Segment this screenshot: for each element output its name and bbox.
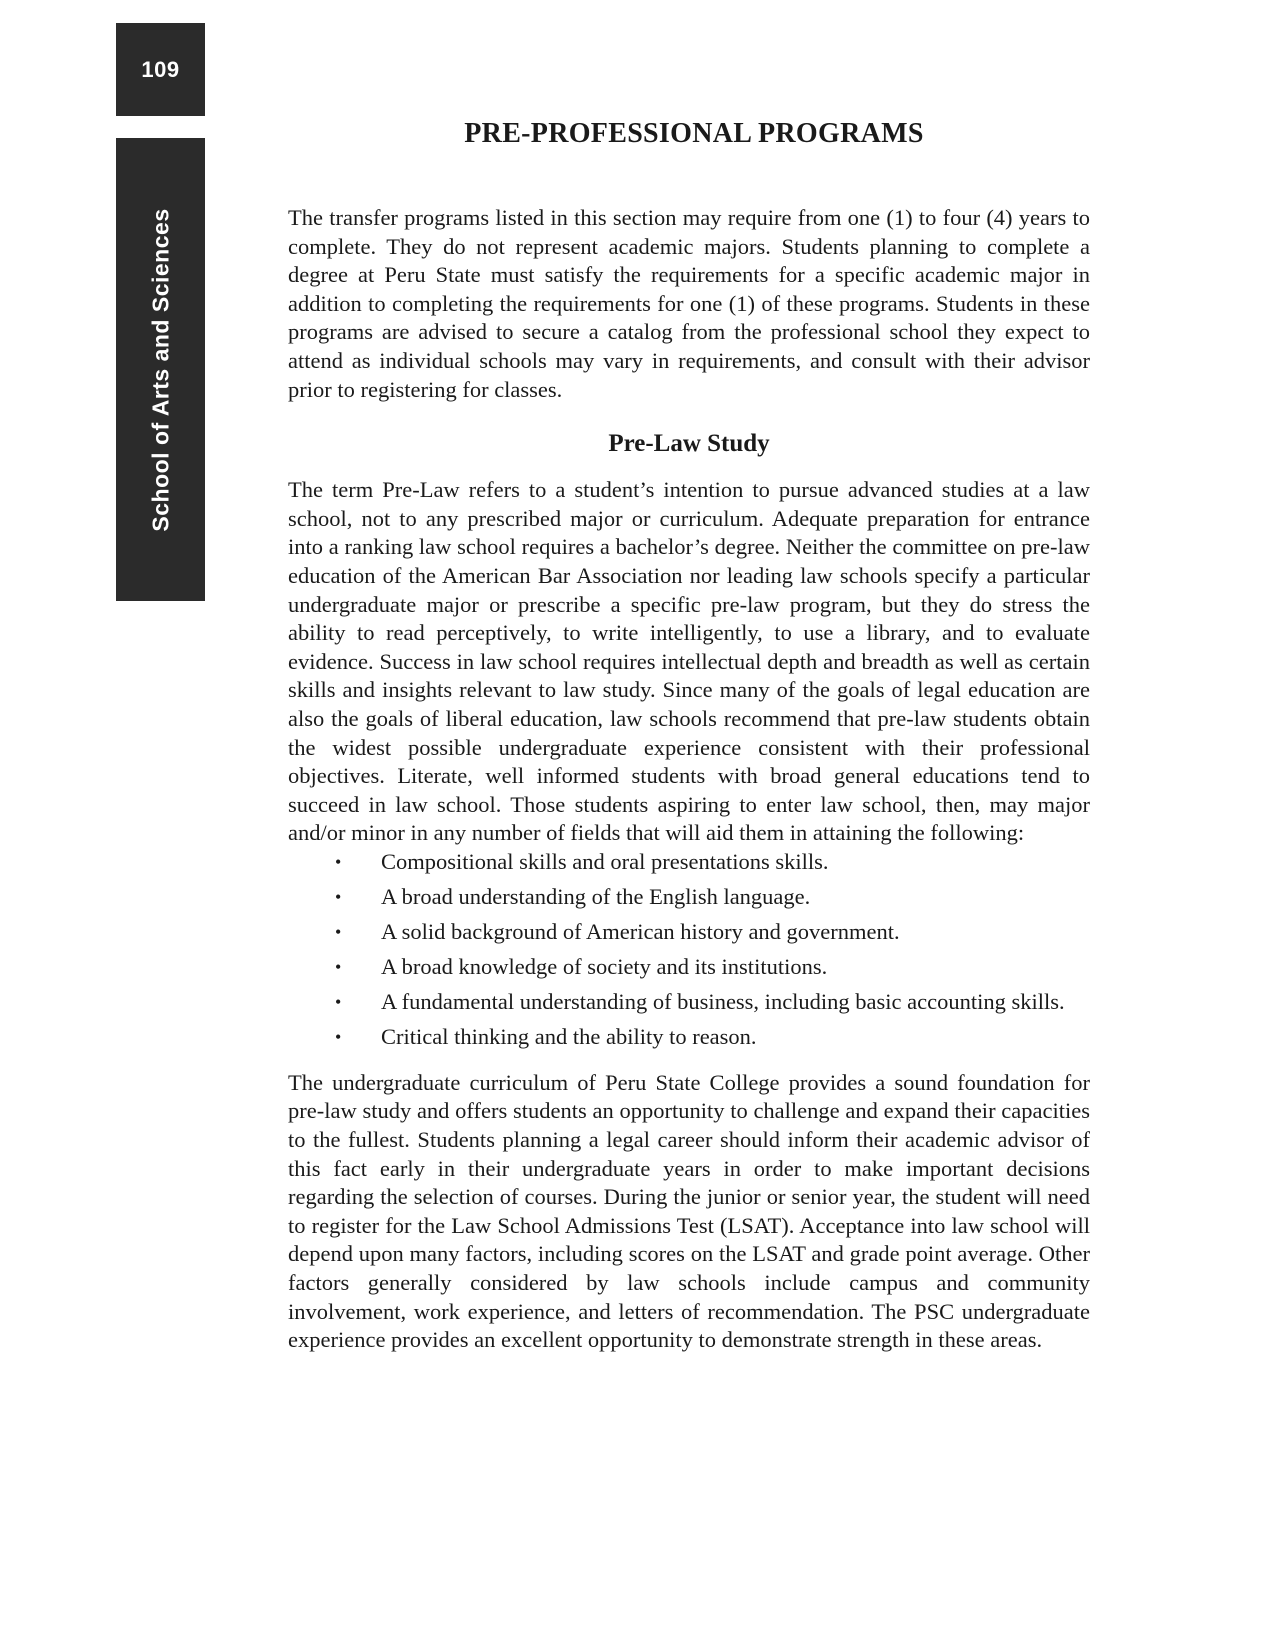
list-item: [288, 885, 1090, 909]
bullet-icon: •: [335, 956, 342, 977]
prelaw-skills-list: [288, 850, 1090, 1049]
bullet-icon: •: [335, 991, 342, 1012]
list-item-text: A fundamental understanding of business, including basic accounting skills.: [381, 988, 1065, 1014]
list-item: [288, 990, 1090, 1014]
section-tab: [116, 138, 205, 601]
page-number: [116, 23, 205, 116]
bullet-icon: •: [335, 1026, 342, 1047]
prelaw-heading: Pre-Law Study: [608, 430, 770, 458]
prelaw-paragraph-2: The undergraduate curriculum of Peru State College provides a sound foundation for pre-law study and offers students an opportunity to challenge and expand their capacities to the fullest. Students planning a legal career should inform their academic advisor of this fact early in their undergraduate years in order to make important decisions regarding the selection of courses. During the junior or senior year, the student will need to register for the Law School Admissions Test (LSAT). Acceptance into law school will depend upon many factors, including scores on the LSAT and grade point average. Other factors generally considered by law schools include campus and community involvement, work experience, and letters of recommendation. The PSC undergraduate experience provides an excellent opportunity to demonstrate strength in these areas.: [288, 1069, 1090, 1353]
page-title: PRE-PROFESSIONAL PROGRAMS: [464, 118, 924, 149]
intro-paragraph: The transfer programs listed in this section may require from one (1) to four (4) years to complete. They do not represent academic majors. Students planning to complete a degree at Peru State must satisfy the requirements for a specific academic major in addition to completing the requirements for one (1) of these programs. Students in these programs are advised to secure a catalog from the professional school they expect to attend as individual schools may vary in requirements, and consult with their advisor prior to registering for classes.: [288, 205, 1090, 402]
list-item-text: A broad understanding of the English language.: [381, 883, 811, 909]
list-item: [288, 955, 1090, 979]
list-item-text: Critical thinking and the ability to reason.: [381, 1023, 757, 1049]
list-item-text: A broad knowledge of society and its institutions.: [381, 953, 828, 979]
list-item-text: Compositional skills and oral presentations skills.: [381, 848, 829, 874]
list-item: [288, 850, 1090, 874]
bullet-icon: •: [335, 851, 342, 872]
page-content: [288, 118, 1090, 1355]
list-item: [288, 920, 1090, 944]
list-item: [288, 1025, 1090, 1049]
bullet-icon: •: [335, 886, 342, 907]
list-item-text: A solid background of American history and government.: [381, 918, 900, 944]
page-number-text: 109: [141, 56, 180, 82]
bullet-icon: •: [335, 921, 342, 942]
section-tab-label: School of Arts and Sciences: [147, 207, 173, 532]
prelaw-paragraph-1: The term Pre-Law refers to a student’s intention to pursue advanced studies at a law school, not to any prescribed major or curriculum. Adequate preparation for entrance into a ranking law school requires a bachelor’s degree. Neither the committee on pre-law education of the American Bar Association nor leading law schools specify a particular undergraduate major or prescribe a specific pre-law program, but they do stress the ability to read perceptively, to write intelligently, to use a library, and to evaluate evidence. Success in law school requires intellectual depth and breadth as well as certain skills and insights relevant to law study. Since many of the goals of legal education are also the goals of liberal education, law schools recommend that pre-law students obtain the widest possible undergraduate experience consistent with their professional objectives. Literate, well informed students with broad general educations tend to succeed in law school. Those students aspiring to enter law school, then, may major and/or minor in any number of fields that will aid them in attaining the following:: [288, 477, 1090, 846]
